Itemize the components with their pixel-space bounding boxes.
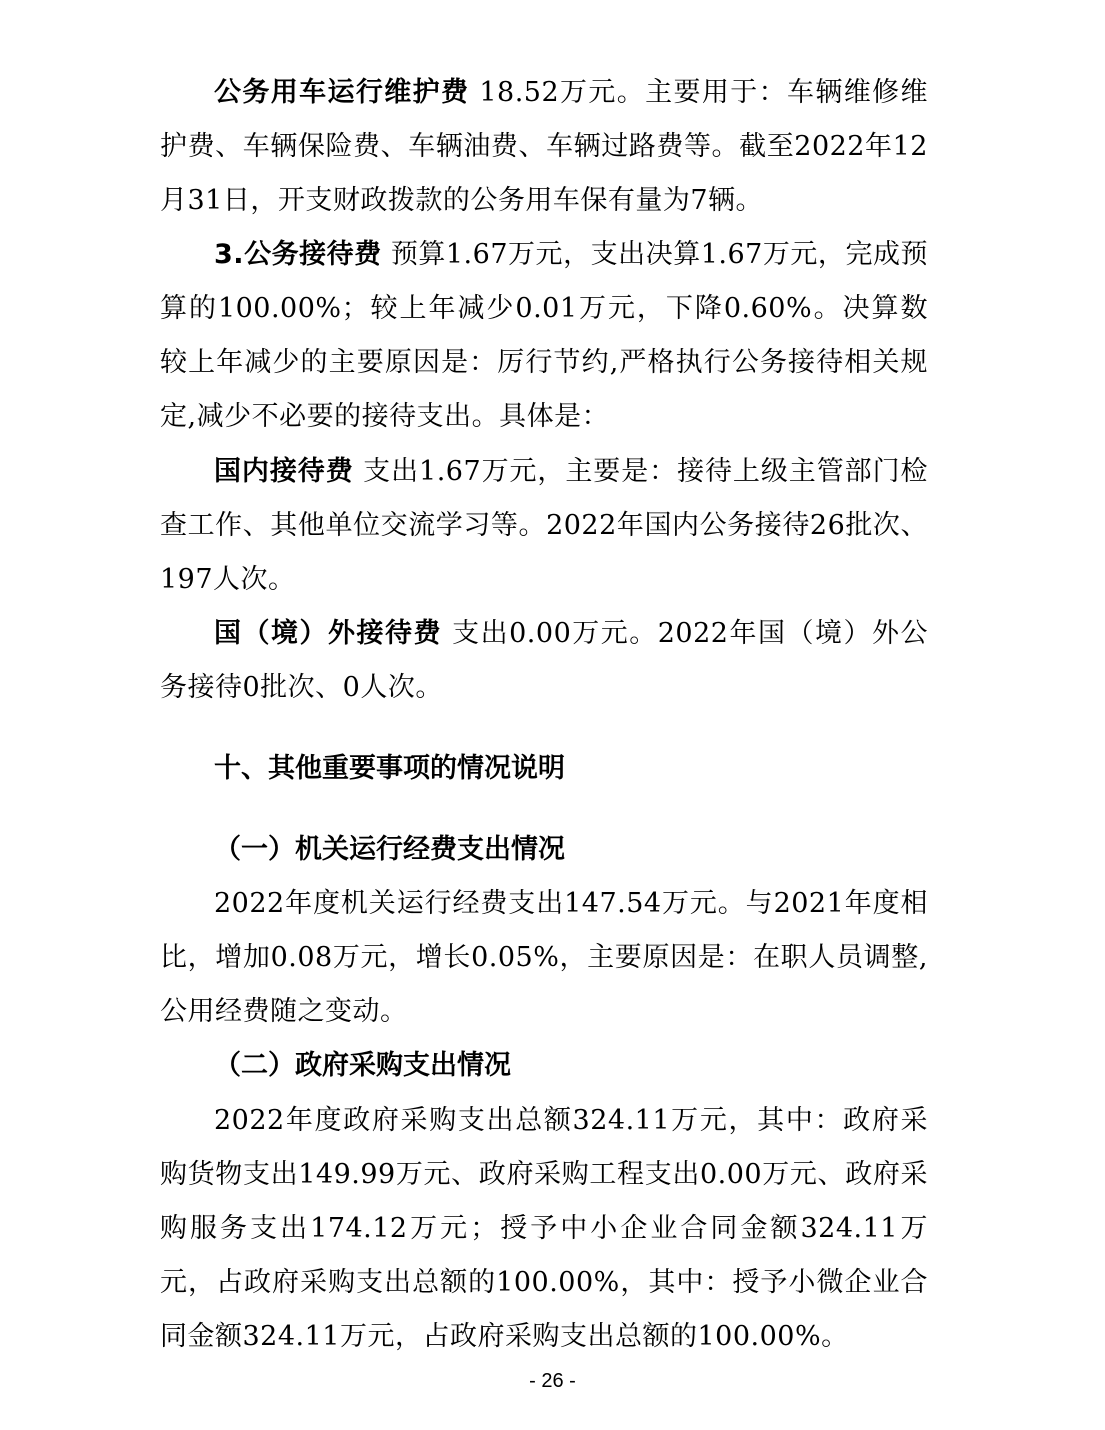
subsection-heading-procurement: （二）政府采购支出情况: [214, 1050, 511, 1081]
paragraph-procurement: 2022年度政府采购支出总额324.11万元，其中：政府采购货物支出149.99万元、政府采购工程支出0.00万元、政府采购服务支出174.12万元；授予中小企业合同金额324.11万元，占政府采购支出总额的100.00%，其中：授予小微企业合同金额324.11万元，占政府采购支出总额的100.00%。: [160, 1105, 928, 1352]
paragraph-lead: 3.公务接待费: [214, 239, 382, 270]
paragraph-text: 预算1.67万元，支出决算1.67万元，完成预算的100.00%；较上年减少0.01万元，下降0.60%。决算数较上年减少的主要原因是：厉行节约,严格执行公务接待相关规定,减少不必要的接待支出。具体是：: [160, 239, 928, 432]
paragraph-operating-costs: 2022年度机关运行经费支出147.54万元。与2021年度相比，增加0.08万元，增长0.05%，主要原因是：在职人员调整,公用经费随之变动。: [160, 888, 928, 1027]
paragraph-vehicle-maintenance: [160, 66, 928, 228]
page-number: - 26 -: [529, 1370, 576, 1392]
paragraph-domestic-reception: [160, 445, 928, 607]
paragraph-text: 支出1.67万元，主要是：接待上级主管部门检查工作、其他单位交流学习等。2022年国内公务接待26批次、197人次。: [160, 456, 929, 595]
paragraph-lead: 国内接待费: [214, 456, 354, 487]
paragraph-foreign-reception: [160, 607, 928, 715]
paragraph-lead: 国（境）外接待费: [214, 618, 443, 649]
subsection-heading-operating-costs: （一）机关运行经费支出情况: [214, 834, 565, 865]
paragraph-reception-expense: [160, 228, 928, 444]
section-heading: 十、其他重要事项的情况说明: [214, 753, 565, 784]
paragraph-lead: 公务用车运行维护费: [214, 77, 470, 108]
paragraph-text: 18.52万元。主要用于：车辆维修维护费、车辆保险费、车辆油费、车辆过路费等。截至2022年12月31日，开支财政拨款的公务用车保有量为7辆。: [160, 77, 928, 216]
paragraph-text: 支出0.00万元。2022年国（境）外公务接待0批次、0人次。: [160, 618, 928, 703]
